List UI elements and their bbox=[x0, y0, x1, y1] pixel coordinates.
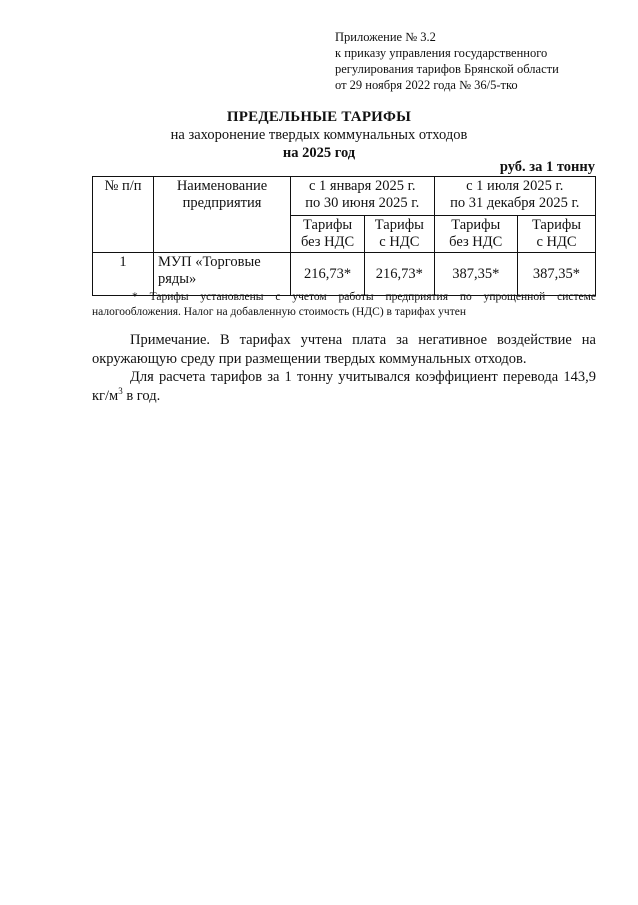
note-block bbox=[92, 331, 596, 405]
header-name-line1: Наименование bbox=[176, 178, 268, 194]
cell-p1-no-vat: 216,73* bbox=[291, 253, 365, 296]
cell-enterprise-name: МУП «Торговые ряды» bbox=[154, 253, 291, 296]
annex-line-2: к приказу управления государственного bbox=[335, 46, 548, 60]
annex-line-4: от 29 ноября 2022 года № 36/5-тко bbox=[335, 78, 518, 92]
note-paragraph-2 bbox=[92, 368, 596, 405]
header-p2-vat-line2: с НДС bbox=[536, 234, 577, 250]
header-period-1 bbox=[291, 177, 435, 216]
cell-p2-no-vat: 387,35* bbox=[434, 253, 517, 296]
header-p1-vat bbox=[365, 216, 434, 253]
note-paragraph-2-sup: 3 bbox=[118, 385, 123, 396]
note-paragraph-2-end: в год. bbox=[122, 387, 161, 404]
header-period-1-line2: по 30 июня 2025 г. bbox=[305, 195, 420, 211]
note-paragraph-1: Примечание. В тарифах учтена плата за негативное воздействие на окружающую среду при размещении твердых коммунальных отходов. bbox=[92, 332, 596, 367]
document-title: ПРЕДЕЛЬНЫЕ ТАРИФЫ bbox=[226, 109, 412, 125]
header-p1-no-vat bbox=[291, 216, 365, 253]
annex-header bbox=[335, 29, 559, 93]
header-p2-no-vat bbox=[434, 216, 517, 253]
annex-line-1: Приложение № 3.2 bbox=[335, 30, 436, 44]
header-period-2 bbox=[434, 177, 595, 216]
header-p1-vat-line2: с НДС bbox=[379, 234, 420, 250]
table-header-row bbox=[93, 177, 596, 216]
header-p2-vat-line1: Тарифы bbox=[531, 217, 582, 233]
footnote bbox=[92, 290, 596, 320]
cell-num: 1 bbox=[93, 253, 154, 296]
header-num bbox=[93, 177, 154, 253]
header-period-2-line1: с 1 июля 2025 г. bbox=[466, 178, 564, 194]
title-block bbox=[0, 108, 638, 162]
note-paragraph-2-main: Для расчета тарифов за 1 тонну учитывался коэффициент перевода 143,9 кг/м bbox=[92, 369, 596, 404]
header-num-label: № п/п bbox=[104, 178, 142, 194]
annex-line-3: регулирования тарифов Брянской области bbox=[335, 62, 559, 76]
header-p1-vat-line1: Тарифы bbox=[374, 217, 424, 233]
tariff-table bbox=[92, 176, 596, 296]
header-name-line2: предприятия bbox=[182, 195, 262, 211]
document-subtitle: на захоронение твердых коммунальных отходов bbox=[170, 127, 468, 143]
header-p1-no-vat-line2: без НДС bbox=[301, 234, 355, 250]
header-p2-no-vat-line1: Тарифы bbox=[451, 217, 501, 233]
header-period-1-line1: с 1 января 2025 г. bbox=[308, 178, 416, 194]
header-p2-no-vat-line2: без НДС bbox=[449, 234, 503, 250]
header-p2-vat bbox=[517, 216, 595, 253]
unit-label: руб. за 1 тонну bbox=[499, 159, 595, 175]
document-year: на 2025 год bbox=[282, 145, 356, 161]
cell-p1-vat: 216,73* bbox=[365, 253, 434, 296]
header-period-2-line2: по 31 декабря 2025 г. bbox=[450, 195, 580, 211]
cell-p2-vat: 387,35* bbox=[517, 253, 595, 296]
header-name bbox=[154, 177, 291, 253]
header-p1-no-vat-line1: Тарифы bbox=[303, 217, 353, 233]
footnote-text: * Тарифы установлены с учетом работы предприятия по упрощенной системе налогообложения. Налог на добавленную стоимость (НДС) в тарифах учтен bbox=[92, 291, 596, 318]
